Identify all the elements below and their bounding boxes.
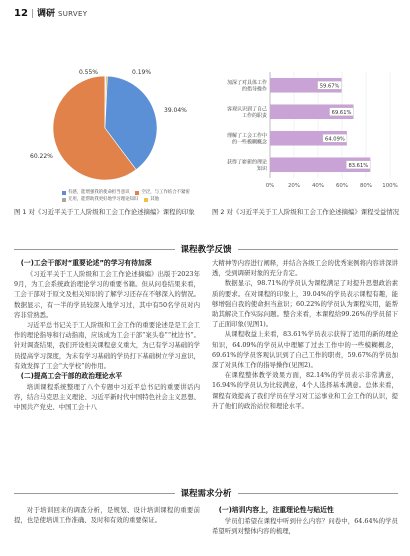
title-rule [238, 249, 399, 250]
section-title-text: 课程教学反馈 [180, 245, 232, 255]
legend-item [62, 189, 129, 196]
figure1-legend [62, 189, 202, 203]
legend-swatch [62, 191, 66, 195]
legend-item [135, 189, 189, 196]
paragraph: 习近平总书记关于工人阶级和工会工作的重要论述是是工会工作的理论指导和行动指南，应该成为工会干部“案头卷”“枕边书”。针对调查结果，我们开设相关课程意义重大，为已有学习基础的学员提高学习深度，为未有学习基础的学员打下基础树立学习意识，有效发挥了工会“大学校”的作用。 [14, 321, 200, 370]
pie-slice-label: 0.55% [78, 69, 98, 76]
paragraph: 在课程整体教学效果方面，82.14%的学员表示非常满意，16.94%的学员认为比较满意，4个人选择基本满意。总体来看，课程有效提高了我们学员在学习对工运事业和工会工作的认识，提升了他们的政治站位和理论水平。 [212, 371, 398, 410]
data-label: 64.09% [325, 136, 345, 143]
pie-svg [14, 66, 196, 191]
category-label: 理解了工会工作中的一些模糊概念 [226, 132, 267, 146]
legend-item [62, 196, 138, 203]
title-rule [14, 493, 175, 494]
pie-slice-label: 0.19% [132, 69, 152, 76]
data-label: 69.61% [331, 109, 352, 116]
category-label: 加深了对具体工作的指导操作 [226, 79, 267, 93]
legend-label: 无用，能帮助我更好地学习理论知识 [68, 197, 139, 202]
title-rule [14, 249, 175, 250]
x-tick-label: 60% [336, 183, 348, 189]
x-tick-label: 40% [312, 183, 324, 189]
pie-slice-label: 39.04% [164, 107, 187, 114]
data-label: 59.67% [319, 83, 340, 90]
category-label: 客观认识到了自己工作的职责 [226, 106, 267, 119]
title-rule [238, 493, 399, 494]
paragraph: 从课程收益上来看，83.61%学员表示获得了适用的新的理论知识，64.09%的学员从中理解了过去工作中的一些模糊概念，69.61%的学员客观认识到了自己工作的职责，59.67%的学员加深了对具体工作的指导操作(见图2)。 [212, 330, 398, 370]
section2-left-column [14, 505, 200, 525]
paragraph: 数据显示，98.71%的学员认为课程满足了对提升思想政治素质的要求。在对课程的印象上，39.04%的学员表示课程有趣，能够增强自我的使命担当意识；60.22%的学员认为课程实用，能帮助其解决工作实际问题。整合来看，本课程给99.26%的学员留下了正面印象(见图1)。 [212, 279, 398, 329]
subheading: (一)培训内容上，注重理论性与贴近性 [218, 506, 334, 514]
x-tick-label: 80% [360, 183, 372, 189]
pie-slice-label: 60.22% [30, 153, 53, 160]
paragraph: 培训课程系统整理了八个专题中习近平总书记的重要讲话内容，结合马克思主义理论、习近平新时代中国特色社会主义思想、中国共产党史、中国工会十八 [14, 383, 200, 412]
legend-swatch [135, 191, 139, 195]
section1-left-column [14, 258, 200, 413]
legend-item [144, 196, 159, 203]
section-name-en: SURVEY [57, 10, 88, 18]
paragraph: 《习近平关于工人阶级和工会工作论述摘编》出版于2023年9月，为工会系统政治理论学习的重要书籍。但从问卷结果来看，工会干部对于原文及相关知识的了解学习还存在不够深入的情况。数据显示，有一半的学员较深入地学习过，其中有50名学员对内容非常熟悉。 [14, 270, 200, 319]
legend-swatch [62, 198, 66, 202]
x-tick-label: 20% [288, 183, 300, 189]
category-label: 获得了崭新的理论知识 [226, 159, 267, 172]
figure2-caption: 图 2 对《习近平关于工人阶级和工会工作论述摘编》课程受益情况 [212, 208, 400, 216]
page-number: 12 [14, 8, 28, 19]
legend-label: 有感，能增强我的使命担当意识 [68, 190, 130, 195]
section-title-text: 课程需求分析 [180, 489, 232, 499]
legend-swatch [144, 198, 148, 202]
x-tick-label: 0% [265, 183, 275, 189]
figure2-bar-chart [208, 68, 400, 198]
data-label: 83.61% [348, 162, 369, 169]
legend-label: 其他 [150, 197, 160, 202]
section2-right-column [212, 505, 398, 536]
header-separator: | [30, 9, 34, 19]
bar-svg [208, 68, 400, 198]
figure1-caption: 图 1 对《习近平关于工人阶级和工会工作论述摘编》课程的印象 [14, 208, 195, 216]
subheading: (二)提高工会干部的政治理论水平 [20, 372, 123, 381]
page-header [14, 6, 87, 20]
paragraph: 学员们希望在课程中听到什么内容？问卷中，64.64%的学员希望听到对整体内容的梳理， [212, 517, 398, 536]
section-name: 调研 [36, 9, 55, 19]
section-title [14, 243, 398, 255]
x-tick-label: 100% [382, 183, 398, 189]
section1-right-column [212, 258, 398, 411]
paragraph: 大精神等内容进行阐释，并结合各级工会的优秀案例将内容讲深讲透，受到调研对象的充分肯定。 [212, 259, 398, 278]
subheading: (一)工会干部对“重要论述”的学习有待加深 [20, 259, 152, 267]
paragraph: 对于培训回来的调查分析，是规划、设计培训课程的重要前提，也是使培训工作准确、及时和有效的重要保证。 [14, 506, 200, 525]
section-title [14, 487, 398, 499]
legend-label: 空泛，与工作结合不紧密 [141, 190, 190, 195]
figure1-pie-chart [14, 66, 196, 191]
